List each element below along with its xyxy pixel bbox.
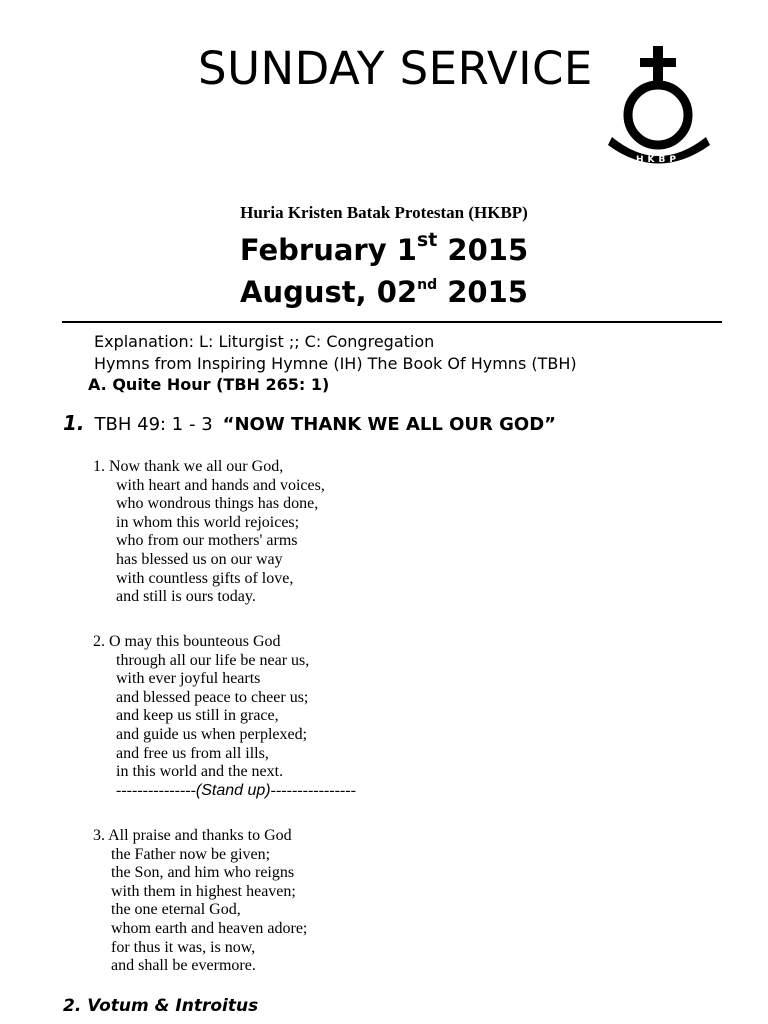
- service-date-2: [0, 275, 768, 309]
- verse-line: with ever joyful hearts: [116, 670, 261, 688]
- verse-line: 2. O may this bounteous God: [93, 633, 281, 650]
- quite-hour-heading: A. Quite Hour (TBH 265: 1): [88, 375, 330, 394]
- date-1-year: 2015: [447, 233, 529, 267]
- stand-up-instruction: [93, 782, 356, 801]
- section-1-ref: TBH 49: 1 - 3: [94, 414, 213, 435]
- divider: [62, 321, 722, 323]
- hymns-note: Hymns from Inspiring Hymne (IH) The Book Of Hymns (TBH): [94, 354, 577, 373]
- stand-up-text: (Stand up): [195, 781, 271, 799]
- service-date-1: [0, 229, 768, 267]
- verse-line: and blessed peace to cheer us;: [116, 688, 309, 706]
- svg-text:HKBP: HKBP: [636, 155, 680, 165]
- date-2-suffix: nd: [417, 277, 438, 293]
- verse-line: and free us from all ills,: [116, 744, 269, 762]
- verse-line: who wondrous things has done,: [116, 495, 319, 513]
- verse-line: the one eternal God,: [111, 901, 241, 919]
- verse-line: and guide us when perplexed;: [116, 725, 308, 743]
- hymn-verse-1: [93, 458, 325, 607]
- stand-up-prefix: ---------------: [116, 781, 196, 799]
- hkbp-cross-logo-icon: [604, 42, 714, 172]
- verse-line: and keep us still in grace,: [116, 707, 279, 725]
- song-title: “NOW THANK WE ALL OUR GOD”: [222, 414, 556, 435]
- verse-line: and shall be evermore.: [111, 957, 256, 975]
- section-2-heading: 2. Votum & Introitus: [63, 996, 259, 1016]
- verse-line: with them in highest heaven;: [111, 882, 296, 900]
- hymn-verse-2: [93, 633, 356, 800]
- hymn-verse-3: [93, 827, 307, 976]
- church-name: Huria Kristen Batak Protestan (HKBP): [240, 203, 528, 222]
- verse-line: through all our life be near us,: [116, 651, 310, 669]
- verse-line: the Father now be given;: [111, 845, 271, 863]
- section-1-heading: [63, 411, 556, 435]
- date-2-main: August, 02: [240, 275, 418, 309]
- verse-line: 3. All praise and thanks to God: [93, 827, 292, 844]
- verse-line: for thus it was, is now,: [111, 938, 256, 956]
- verse-line: with countless gifts of love,: [116, 569, 294, 587]
- verse-line: and still is ours today.: [116, 588, 256, 606]
- verse-line: in whom this world rejoices;: [116, 513, 300, 531]
- page-title: SUNDAY SERVICE: [198, 42, 593, 95]
- verse-line: who from our mothers' arms: [116, 532, 298, 550]
- verse-line: in this world and the next.: [116, 763, 284, 781]
- verse-line: with heart and hands and voices,: [116, 476, 325, 494]
- date-1-suffix: st: [416, 229, 438, 251]
- verse-line: the Son, and him who reigns: [111, 864, 295, 882]
- explanation-text: Explanation: L: Liturgist ;; C: Congregation: [94, 332, 435, 351]
- date-1-main: February 1: [239, 233, 417, 267]
- verse-line: 1. Now thank we all our God,: [93, 458, 284, 475]
- date-2-year: 2015: [447, 275, 528, 309]
- verse-line: has blessed us on our way: [116, 550, 283, 568]
- stand-up-suffix: ----------------: [270, 781, 356, 799]
- section-1-number: 1.: [63, 411, 85, 435]
- verse-line: whom earth and heaven adore;: [111, 919, 308, 937]
